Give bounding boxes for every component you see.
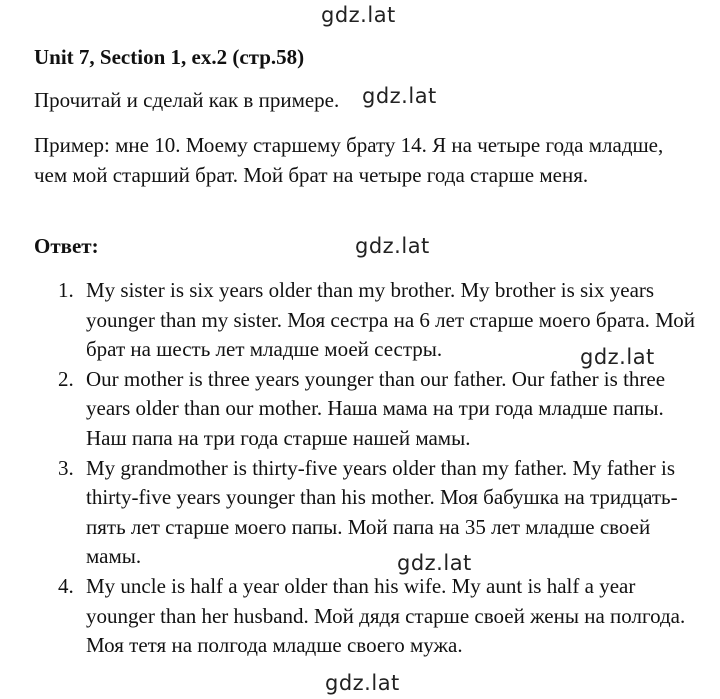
item-number: 1. bbox=[58, 278, 74, 302]
item-text: Our mother is three years younger than our father. Our father is three years older than our mother. Наша мама на три года младше папы. Наш папа на три года старше нашей мамы. bbox=[86, 366, 666, 450]
watermark: gdz.lat bbox=[580, 345, 655, 369]
watermark: gdz.lat bbox=[325, 671, 400, 695]
page-title: Unit 7, Section 1, ex.2 (стр.58) bbox=[34, 45, 305, 69]
answer-list bbox=[34, 276, 704, 661]
answer-label: Ответ: bbox=[34, 234, 99, 258]
list-item bbox=[34, 454, 704, 572]
watermark: gdz.lat bbox=[321, 3, 396, 27]
list-item bbox=[34, 365, 704, 454]
item-number: 3. bbox=[58, 455, 74, 480]
watermark: gdz.lat bbox=[362, 84, 437, 108]
item-text: My uncle is half a year older than his wife. My aunt is half a year younger than her husband. Мой дядя старше своей жены на полгода. Моя тетя на полгода младше своего мужа. bbox=[86, 573, 686, 658]
item-number: 4. bbox=[58, 573, 74, 598]
example-text: Пример: мне 10. Моему старшему брату 14. Я на четыре года младше, чем мой старший брат. Мой брат на четыре года старше меня. bbox=[34, 133, 664, 187]
list-item bbox=[34, 572, 704, 661]
item-number: 2. bbox=[58, 366, 74, 391]
item-text: My grandmother is thirty-five years older than my father. My father is thirty-five years younger than his mother. Моя бабушка на тридцать-пять лет старше моего папы. Мой папа на 35 лет младше своей мамы. bbox=[86, 455, 678, 569]
watermark: gdz.lat bbox=[397, 551, 472, 575]
item-text: My sister is six years older than my brother. My brother is six years younger than my sister. Моя сестра на 6 лет старше моего брата. Мой брат на шесть лет младше моей сестры. bbox=[86, 278, 696, 362]
task-instruction: Прочитай и сделай как в примере. bbox=[34, 88, 340, 112]
watermark: gdz.lat bbox=[355, 234, 430, 258]
